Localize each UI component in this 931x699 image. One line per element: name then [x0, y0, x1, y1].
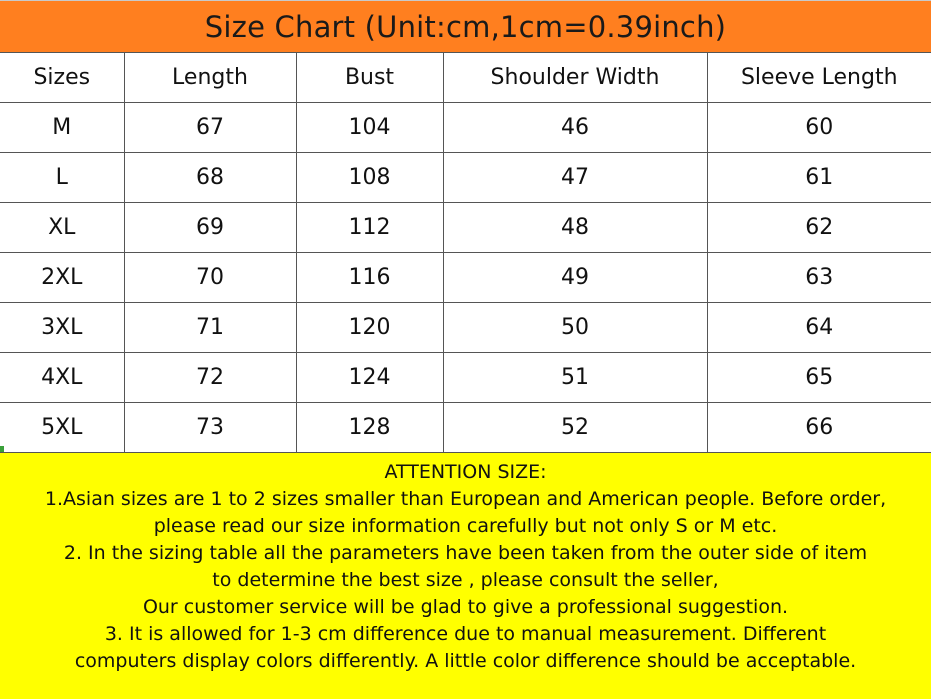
- cell-bust: 124: [296, 353, 443, 403]
- cell-shoulder: 50: [443, 303, 707, 353]
- notice-line: 3. It is allowed for 1-3 cm difference due to manual measurement. Different: [104, 623, 827, 645]
- header-length: Length: [124, 53, 296, 103]
- notice-line: Our customer service will be glad to give a professional suggestion.: [142, 596, 789, 618]
- cell-shoulder: 49: [443, 253, 707, 303]
- table-row: [0, 103, 931, 153]
- cell-sleeve: 61: [707, 153, 931, 203]
- attention-notice: [0, 452, 931, 699]
- header-shoulder-width: Shoulder Width: [443, 53, 707, 103]
- notice-line: 1.Asian sizes are 1 to 2 sizes smaller than European and American people. Before order,: [44, 488, 887, 510]
- notice-line: 2. In the sizing table all the parameters have been taken from the outer side of item: [63, 542, 868, 564]
- cell-size: 4XL: [0, 353, 124, 403]
- notice-line: to determine the best size , please consult the seller,: [212, 569, 719, 591]
- cell-length: 71: [124, 303, 296, 353]
- notice-line: computers display colors differently. A little color difference should be acceptable.: [74, 650, 857, 672]
- cell-bust: 116: [296, 253, 443, 303]
- cell-size: 5XL: [0, 403, 124, 453]
- cell-shoulder: 52: [443, 403, 707, 453]
- header-bust: Bust: [296, 53, 443, 103]
- cell-sleeve: 62: [707, 203, 931, 253]
- cell-bust: 128: [296, 403, 443, 453]
- cell-size: 3XL: [0, 303, 124, 353]
- notice-line: please read our size information carefully but not only S or M etc.: [153, 515, 778, 537]
- cell-length: 69: [124, 203, 296, 253]
- cell-length: 68: [124, 153, 296, 203]
- cell-size: 2XL: [0, 253, 124, 303]
- cell-length: 72: [124, 353, 296, 403]
- table-header-row: [0, 53, 931, 103]
- cell-size: XL: [0, 203, 124, 253]
- table-row: [0, 203, 931, 253]
- table-row: [0, 303, 931, 353]
- cell-shoulder: 46: [443, 103, 707, 153]
- cell-shoulder: 47: [443, 153, 707, 203]
- cell-sleeve: 63: [707, 253, 931, 303]
- table-row: [0, 353, 931, 403]
- cell-sleeve: 60: [707, 103, 931, 153]
- cell-length: 70: [124, 253, 296, 303]
- cell-sleeve: 66: [707, 403, 931, 453]
- cell-size: M: [0, 103, 124, 153]
- header-sleeve-length: Sleeve Length: [707, 53, 931, 103]
- cell-bust: 112: [296, 203, 443, 253]
- table-row: [0, 403, 931, 453]
- cell-size: L: [0, 153, 124, 203]
- size-table: [0, 52, 931, 453]
- cell-bust: 108: [296, 153, 443, 203]
- header-sizes: Sizes: [0, 53, 124, 103]
- cell-sleeve: 64: [707, 303, 931, 353]
- cell-bust: 104: [296, 103, 443, 153]
- table-row: [0, 153, 931, 203]
- cell-length: 67: [124, 103, 296, 153]
- table-row: [0, 253, 931, 303]
- cell-sleeve: 65: [707, 353, 931, 403]
- cell-bust: 120: [296, 303, 443, 353]
- cell-length: 73: [124, 403, 296, 453]
- notice-heading: ATTENTION SIZE:: [384, 461, 547, 483]
- size-chart-title: Size Chart (Unit:cm,1cm=0.39inch): [0, 0, 931, 52]
- cell-shoulder: 51: [443, 353, 707, 403]
- cell-shoulder: 48: [443, 203, 707, 253]
